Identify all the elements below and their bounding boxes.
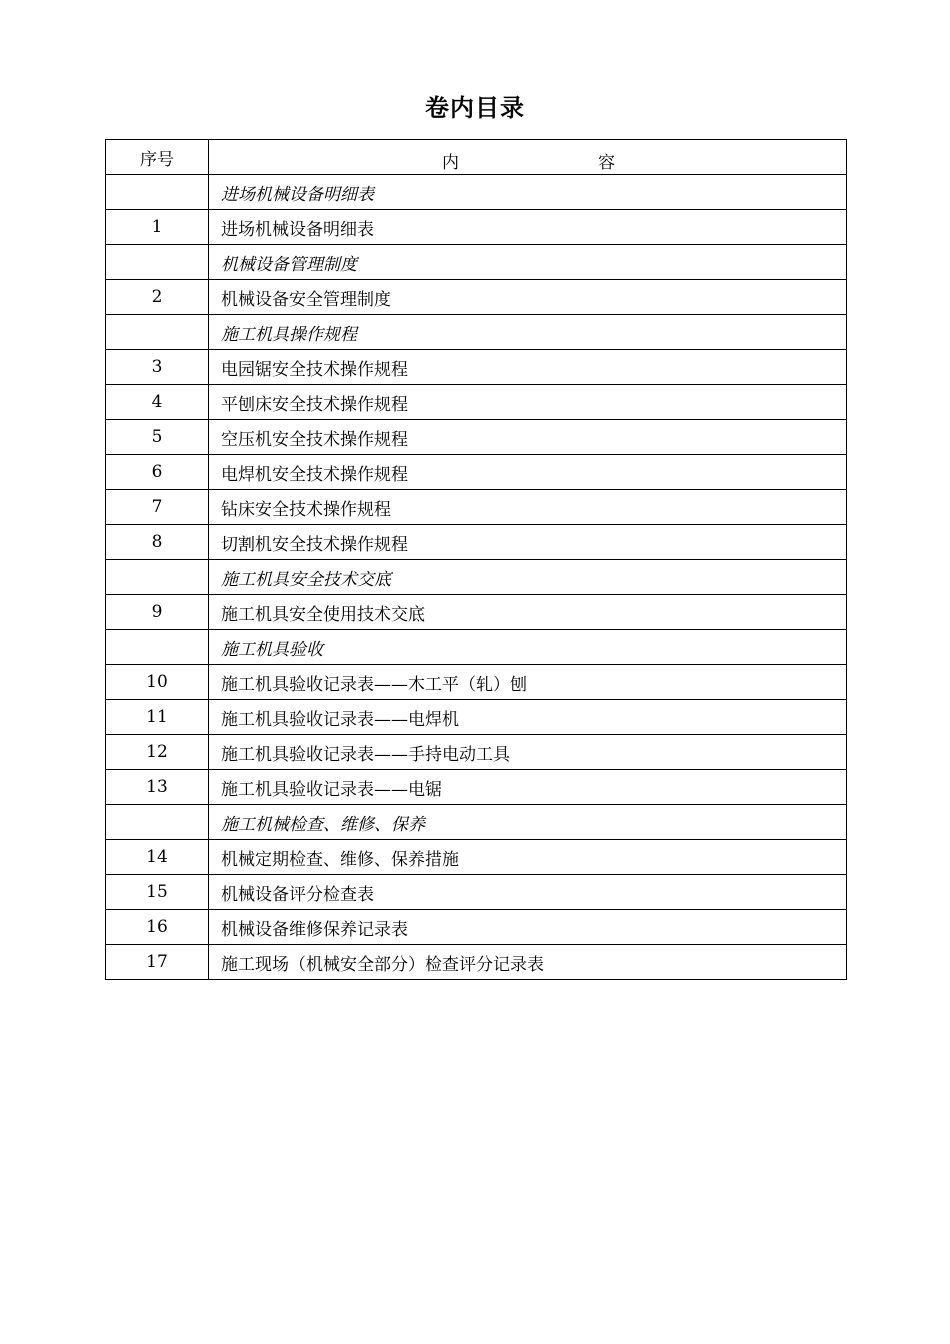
row-content: 施工机具验收记录表——电锯: [209, 770, 847, 805]
row-seq: 12: [106, 735, 209, 770]
section-row: [106, 245, 847, 280]
table-row: [106, 875, 847, 910]
section-title: 施工机具安全技术交底: [209, 560, 847, 595]
table-row: [106, 735, 847, 770]
section-title: 施工机具操作规程: [209, 315, 847, 350]
row-seq: 14: [106, 840, 209, 875]
row-content: 钻床安全技术操作规程: [209, 490, 847, 525]
table-row: [106, 525, 847, 560]
table-row: [106, 945, 847, 980]
row-content: 施工机具验收记录表——电焊机: [209, 700, 847, 735]
section-row: [106, 315, 847, 350]
row-seq: [106, 630, 209, 665]
section-row: [106, 805, 847, 840]
section-title: 进场机械设备明细表: [209, 175, 847, 210]
row-seq: 3: [106, 350, 209, 385]
table-row: [106, 910, 847, 945]
toc-body: [106, 175, 847, 980]
row-seq: 6: [106, 455, 209, 490]
row-seq: 10: [106, 665, 209, 700]
table-row: [106, 350, 847, 385]
table-row: [106, 840, 847, 875]
table-row: [106, 665, 847, 700]
row-seq: 1: [106, 210, 209, 245]
row-seq: 11: [106, 700, 209, 735]
row-seq: 16: [106, 910, 209, 945]
row-content: 进场机械设备明细表: [209, 210, 847, 245]
header-content: [209, 140, 847, 175]
section-title: 施工机具验收: [209, 630, 847, 665]
row-seq: 9: [106, 595, 209, 630]
section-row: [106, 630, 847, 665]
row-seq: 17: [106, 945, 209, 980]
table-row: [106, 700, 847, 735]
header-content-part1: 内: [442, 153, 459, 173]
table-row: [106, 455, 847, 490]
row-seq: 7: [106, 490, 209, 525]
row-seq: 2: [106, 280, 209, 315]
section-title: 施工机械检查、维修、保养: [209, 805, 847, 840]
table-row: [106, 595, 847, 630]
row-seq: [106, 175, 209, 210]
table-row: [106, 280, 847, 315]
row-content: 电园锯安全技术操作规程: [209, 350, 847, 385]
row-content: 施工机具安全使用技术交底: [209, 595, 847, 630]
header-content-part2: 容: [598, 153, 615, 173]
table-header-row: [106, 140, 847, 175]
row-seq: 15: [106, 875, 209, 910]
row-seq: 5: [106, 420, 209, 455]
table-row: [106, 420, 847, 455]
table-row: [106, 385, 847, 420]
row-content: 电焊机安全技术操作规程: [209, 455, 847, 490]
page-title: 卷内目录: [425, 94, 525, 122]
row-content: 机械设备安全管理制度: [209, 280, 847, 315]
row-content: 机械设备维修保养记录表: [209, 910, 847, 945]
section-title: 机械设备管理制度: [209, 245, 847, 280]
section-row: [106, 560, 847, 595]
row-seq: [106, 245, 209, 280]
row-content: 施工机具验收记录表——木工平（轧）刨: [209, 665, 847, 700]
table-row: [106, 210, 847, 245]
row-seq: 8: [106, 525, 209, 560]
row-content: 机械定期检查、维修、保养措施: [209, 840, 847, 875]
section-row: [106, 175, 847, 210]
row-seq: [106, 315, 209, 350]
row-content: 机械设备评分检查表: [209, 875, 847, 910]
table-row: [106, 770, 847, 805]
row-seq: [106, 805, 209, 840]
row-seq: 13: [106, 770, 209, 805]
toc-table: [105, 139, 847, 980]
table-row: [106, 490, 847, 525]
row-content: 平刨床安全技术操作规程: [209, 385, 847, 420]
row-content: 施工机具验收记录表——手持电动工具: [209, 735, 847, 770]
header-seq: 序号: [106, 140, 209, 175]
row-seq: [106, 560, 209, 595]
row-seq: 4: [106, 385, 209, 420]
row-content: 施工现场（机械安全部分）检查评分记录表: [209, 945, 847, 980]
row-content: 空压机安全技术操作规程: [209, 420, 847, 455]
row-content: 切割机安全技术操作规程: [209, 525, 847, 560]
